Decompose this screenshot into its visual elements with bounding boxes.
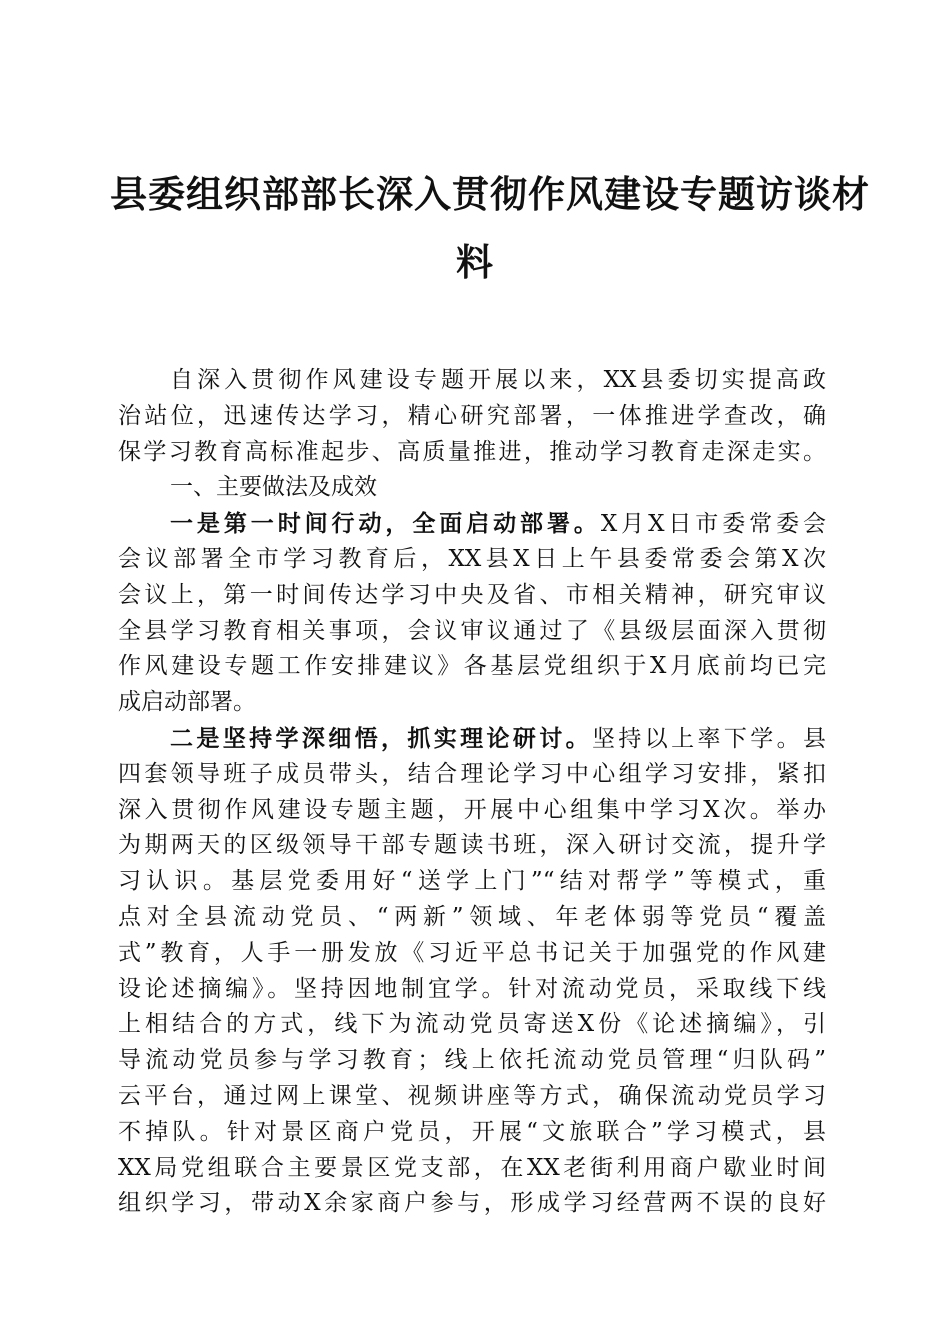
text-line: 保学习教育高标准起步、高质量推进，推动学习教育走深走实。 <box>118 438 826 465</box>
section-heading-text: 一、主要做法及成效 <box>170 474 377 501</box>
text-line <box>118 506 826 542</box>
text-line: 为期两天的区级领导干部专题读书班，深入研讨交流，提升学 <box>118 832 826 859</box>
text-line: 组织学习，带动X余家商户参与，形成学习经营两不误的良好 <box>118 1190 826 1217</box>
text-line: 全县学习教育相关事项，会议审议通过了《县级层面深入贯彻 <box>118 617 826 644</box>
text-line: 作风建设专题工作安排建议》各基层党组织于X月底前均已完 <box>118 653 826 680</box>
text-line: 不掉队。针对景区商户党员，开展“文旅联合”学习模式，县 <box>118 1118 826 1145</box>
text-line: 上相结合的方式，线下为流动党员寄送X份《论述摘编》，引 <box>118 1011 826 1038</box>
text-line: 会议上，第一时间传达学习中央及省、市相关精神，研究审议 <box>118 581 826 608</box>
text-line: 式”教育，人手一册发放《习近平总书记关于加强党的作风建 <box>118 939 826 966</box>
text-line <box>118 721 826 757</box>
text-line-rest: X月X日市委常委会 <box>600 511 827 538</box>
text-line: 治站位，迅速传达学习，精心研究部署，一体推进学查改，确 <box>118 402 826 429</box>
text-line: 深入贯彻作风建设专题主题，开展中心组集中学习X次。举办 <box>118 796 826 823</box>
text-line: 成启动部署。 <box>118 689 256 716</box>
text-line: XX局党组联合主要景区党支部，在XX老街利用商户歇业时间 <box>118 1154 826 1181</box>
text-line: 导流动党员参与学习教育；线上依托流动党员管理“归队码” <box>118 1047 826 1074</box>
paragraph-lead: 二是坚持学深细悟，抓实理论研讨。 <box>170 724 592 752</box>
section-heading <box>118 470 826 506</box>
document-title-line-2: 料 <box>456 240 494 284</box>
text-line: 设论述摘编》。坚持因地制宜学。针对流动党员，采取线下线 <box>118 975 826 1002</box>
paragraph-study <box>118 721 826 1222</box>
paragraph-lead: 一是第一时间行动，全面启动部署。 <box>170 510 601 538</box>
text-line: 点对全县流动党员、“两新”领域、年老体弱等党员“覆盖 <box>118 903 826 930</box>
document-body <box>118 363 826 1222</box>
text-line: 自深入贯彻作风建设专题开展以来，XX县委切实提高政 <box>170 367 826 393</box>
text-line: 会议部署全市学习教育后，XX县X日上午县委常委会第X次 <box>118 545 826 572</box>
document-title-line-1: 县委组织部部长深入贯彻作风建设专题访谈材 <box>110 172 870 216</box>
text-line-rest: 坚持以上率下学。县 <box>592 725 826 752</box>
paragraph-first-action <box>118 506 826 721</box>
text-line: 四套领导班子成员带头，结合理论学习中心组学习安排，紧扣 <box>118 760 826 787</box>
text-line: 云平台，通过网上课堂、视频讲座等方式，确保流动党员学习 <box>118 1082 826 1109</box>
intro-paragraph <box>118 363 826 470</box>
text-line: 习认识。基层党委用好“送学上门”“结对帮学”等模式，重 <box>118 868 826 895</box>
